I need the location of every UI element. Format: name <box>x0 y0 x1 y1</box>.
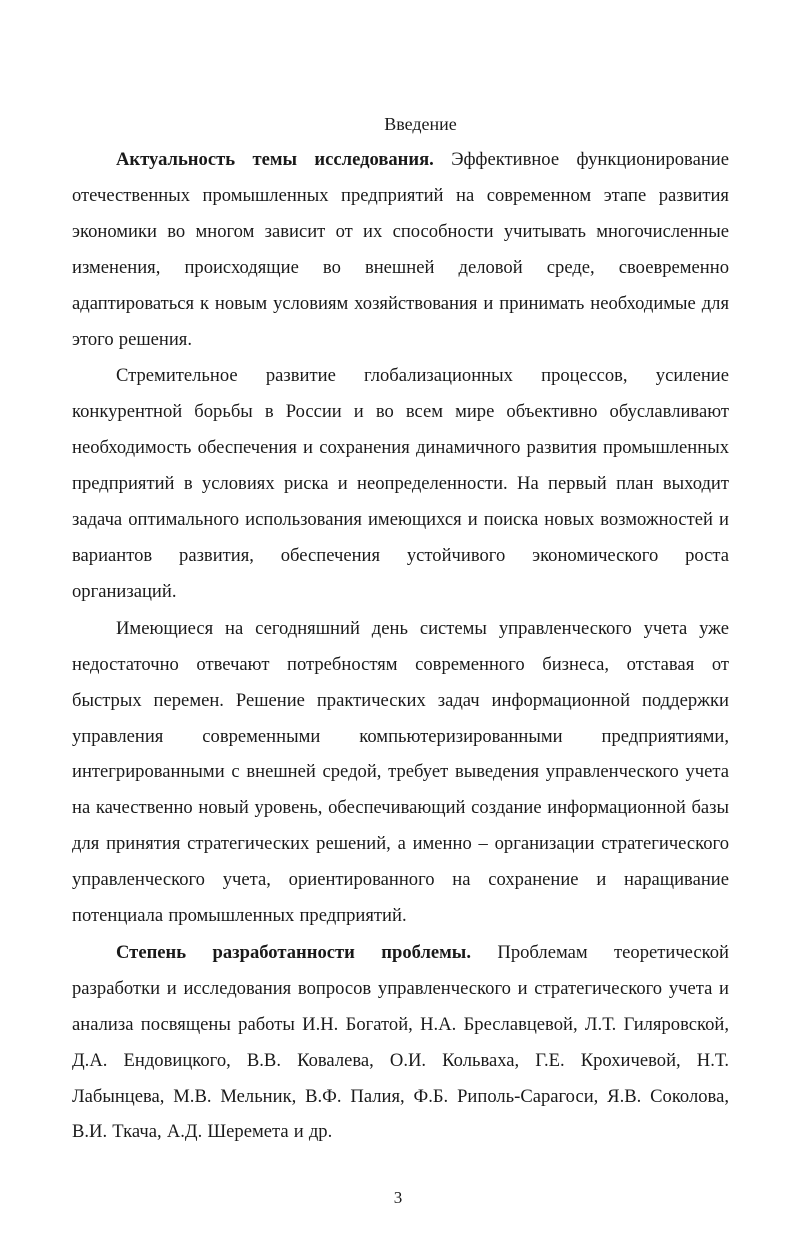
paragraph-lead: Актуальность темы исследования. <box>116 149 434 170</box>
paragraph-globalization <box>72 358 729 609</box>
paragraph-lead: Степень разработанности проблемы. <box>116 941 471 963</box>
page-number: 3 <box>393 1188 403 1207</box>
page-title: Введение <box>384 114 457 134</box>
paragraph-text: Имеющиеся на сегодняшний день системы управленческого учета уже недостаточно отвечают потребностям современного бизнеса, отставая от быстрых перемен. Решение практических задач информационной поддержки управления современными компьютеризированными предприятиями, интегрированными с внешней средой, требует выведения управленческого учета на качественно новый уровень, обеспечивающий создание информационной базы для принятия стратегических решений, а именно – организации стратегического управленческого учета, ориентированного на сохранение и наращивание потенциала промышленных предприятий. <box>72 617 729 927</box>
document-page <box>72 106 729 1150</box>
paragraph-text: Эффективное функционирование отечественных промышленных предприятий на современном этапе развития экономики во многом зависит от их способности учитывать многочисленные изменения, происходящие во внешней деловой среде, своевременно адаптироваться к новым условиям хозяйствования и принимать необходимые для этого решения. <box>72 149 729 350</box>
paragraph-management-accounting <box>72 611 729 934</box>
paragraph-text: Проблемам теоретической разработки и исследования вопросов управленческого и стратегического учета и анализа посвящены работы И.Н. Богатой, Н.А. Бреславцевой, Л.Т. Гиляровской, Д.А. Ендовицкого, В.В. Ковалева, О.И. Кольваха, Г.Е. Крохичевой, Н.Т. Лабынцева, М.В. Мельник, В.Ф. Палия, Ф.Б. Риполь-Сарагоси, Я.В. Соколова, В.И. Ткача, А.Д. Шеремета и др. <box>72 941 729 1143</box>
paragraph-degree-of-development <box>72 935 729 1150</box>
paragraph-relevance <box>72 142 729 357</box>
paragraph-text: Стремительное развитие глобализационных процессов, усиление конкурентной борьбы в России и во всем мире объективно обуславливают необходимость обеспечения и сохранения динамичного развития промышленных предприятий в условиях риска и неопределенности. На первый план выходит задача оптимального использования имеющихся и поиска новых возможностей и вариантов развития, обеспечения устойчивого экономического роста организаций. <box>72 365 729 602</box>
